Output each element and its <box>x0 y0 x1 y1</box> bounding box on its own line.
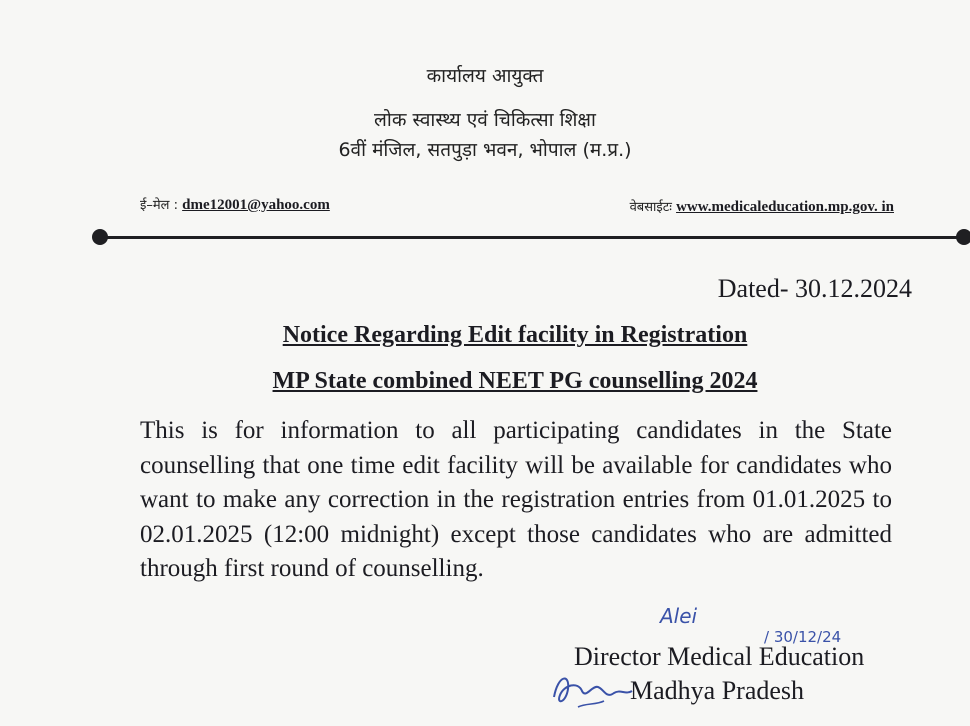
header-divider <box>100 236 966 239</box>
signatory-state: Madhya Pradesh <box>630 676 805 705</box>
signatory-designation: Director Medical Education <box>574 642 865 671</box>
email-label: ई–मेल : <box>140 198 183 213</box>
notice-title: Notice Regarding Edit facility in Registration <box>282 322 748 348</box>
website-label: वेबसाईटः <box>629 200 677 215</box>
office-address: 6वीं मंजिल, सतपुड़ा भवन, भोपाल (म.प्र.) <box>338 139 632 161</box>
signature-initials: Alei <box>660 604 698 628</box>
notice-body: This is for information to all participating candidates in the State counselling that one time edit facility will be available for candidates who want to make any correction in the registration entries from 01.01.2025 to 02.01.2025 (12:00 midnight) except those candidates who are admitted through first round of counselling. <box>140 417 892 582</box>
notice-date: Dated- 30.12.2024 <box>717 274 912 303</box>
notice-subtitle: MP State combined NEET PG counselling 2024 <box>272 368 758 394</box>
office-title: कार्यालय आयुक्त <box>426 65 544 87</box>
email-link[interactable]: dme12001@yahoo.com <box>182 197 330 213</box>
email-row <box>140 195 330 214</box>
signature-date: / 30/12/24 <box>764 628 842 646</box>
department-title: लोक स्वास्थ्य एवं चिकित्सा शिक्षा <box>374 109 596 131</box>
divider-dot-left <box>92 229 108 245</box>
website-link[interactable]: www.medicaleducation.mp.gov. in <box>676 199 894 215</box>
divider-dot-right <box>956 229 970 245</box>
website-row <box>630 197 894 216</box>
